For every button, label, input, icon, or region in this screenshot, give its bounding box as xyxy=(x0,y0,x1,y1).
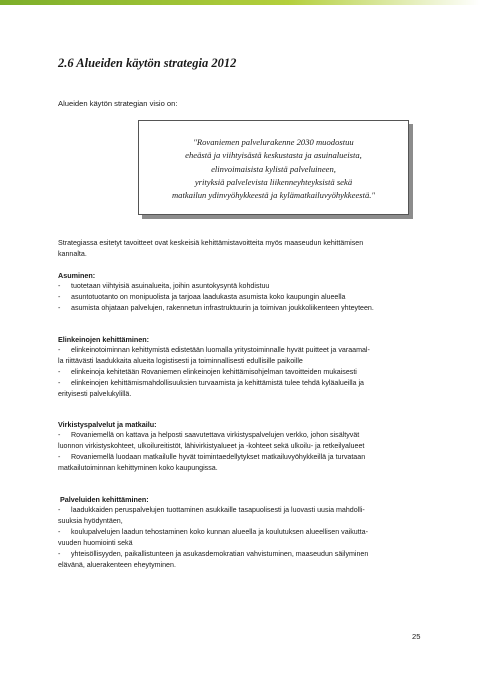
list-item-text: la riittävästi laadukkaita alueita logistisesti ja toiminnallisesti edullisille paikoille xyxy=(58,357,303,365)
list-item-text: tuotetaan viihtyisiä asuinalueita, joihin asuntokysyntä kohdistuu xyxy=(71,282,270,290)
bullet-dash: - xyxy=(58,379,61,387)
bullet-dash: - xyxy=(58,293,61,301)
quote-line: matkailun ydinvyöhykkeestä ja kylämatkailuvyöhykkeestä." xyxy=(171,190,376,201)
bullet-dash: - xyxy=(58,528,61,536)
vision-quote xyxy=(139,136,408,202)
list-item-text: Rovaniemellä luodaan matkailulle hyvät toimintaedellytykset matkailuvyöhykkeillä ja turvataan xyxy=(71,453,366,461)
bullet-dash: - xyxy=(58,550,61,558)
list-item-text: asuntotuotanto on monipuolista ja tarjoaa laadukasta asumista koko kaupungin alueella xyxy=(71,293,346,301)
list-item xyxy=(58,505,418,527)
list-item xyxy=(58,378,418,400)
list-item-text: yhteisöllisyyden, paikallistunteen ja asukasdemokratian vahvistuminen, maaseudun säilyminen xyxy=(71,550,369,558)
bullet-dash: - xyxy=(58,453,61,461)
bullet-dash: - xyxy=(58,282,61,290)
list-item xyxy=(58,367,418,378)
list-item-text: elinkeinojen kehittämismahdollisuuksien turvaamista ja kehittämistä tulee tehdä kyläalueilla ja xyxy=(71,379,364,387)
section-business xyxy=(58,334,418,400)
paragraph-line: Strategiassa esitetyt tavoitteet ovat keskeisiä kehittämistavoitteita myös maaseudun kehittämisen xyxy=(58,239,364,247)
list-item xyxy=(58,430,418,452)
list-item-text: elinkeinotoiminnan kehittymistä edistetään luomalla yritystoiminnalle hyvät puitteet ja varaamal- xyxy=(71,346,370,354)
list-item xyxy=(58,549,418,571)
quote-line: eheästä ja viihtyisästä keskustasta ja asuinalueista, xyxy=(185,150,362,161)
list-item xyxy=(58,281,418,292)
quote-line: elinvoimaisista kylistä palveluineen, xyxy=(211,163,336,174)
list-item xyxy=(58,527,418,549)
list-item xyxy=(58,303,418,314)
bullet-dash: - xyxy=(58,368,61,376)
section-recreation xyxy=(58,419,418,474)
bullet-dash: - xyxy=(58,346,61,354)
vision-quote-box xyxy=(138,120,409,215)
list-item-text: elinkeinoja kehitetään Rovaniemen elinkeinojen kehittämisohjelman tavoitteiden mukaisesti xyxy=(71,368,357,376)
quote-line: yrityksiä palvelevista liikenneyhteyksistä sekä xyxy=(194,176,353,187)
list-item-text: Rovaniemellä on kattava ja helposti saavutettava virkistyspalvelujen verkko, johon sisältyvät xyxy=(71,431,360,439)
bullet-dash: - xyxy=(58,431,61,439)
list-item-text: luonnon virkistyskohteet, ulkoilureitistöt, lähivirkistyalueet ja -kohteet sekä ulkoilu- ja retkeilyalueet xyxy=(58,442,365,450)
list-item xyxy=(58,345,418,367)
strategy-paragraph xyxy=(58,238,418,260)
top-accent-bar xyxy=(0,0,480,5)
section-services xyxy=(58,494,418,571)
list-item-text: suuksia hyödyntäen, xyxy=(58,517,123,525)
list-item-text: vuuden huomiointi sekä xyxy=(58,539,133,547)
section-heading: Palveluiden kehittäminen: xyxy=(60,495,149,504)
list-item-text: koulupalvelujen laadun tehostaminen koko kunnan alueella ja koulutuksen alueellisen vaikutta- xyxy=(71,528,368,536)
bullet-dash: - xyxy=(58,304,61,312)
quote-line: "Rovaniemen palvelurakenne 2030 muodostuu xyxy=(193,137,354,147)
bullet-dash: - xyxy=(58,506,61,514)
section-housing xyxy=(58,270,418,314)
list-item-text: erityisesti palvelukylillä. xyxy=(58,390,132,398)
list-item-text: matkailutoiminnan kehittyminen koko kaupungissa. xyxy=(58,464,218,472)
paragraph-line: kannalta. xyxy=(58,250,87,258)
intro-text: Alueiden käytön strategian visio on: xyxy=(58,99,178,108)
section-heading: Asuminen: xyxy=(58,271,96,280)
list-item-text: asumista ohjataan palvelujen, rakennetun infrastruktuurin ja toimivan joukkoliikenteen yhteyteen. xyxy=(71,304,374,312)
list-item-text: elävänä, aluerakenteen eheytyminen. xyxy=(58,561,176,569)
section-heading: Elinkeinojen kehittäminen: xyxy=(58,335,150,344)
list-item-text: laadukkaiden peruspalvelujen tuottaminen asukkaille tasapuolisesti ja luovasti uusia mahdolli- xyxy=(71,506,365,514)
section-title: 2.6 Alueiden käytön strategia 2012 xyxy=(58,56,237,70)
list-item xyxy=(58,452,418,474)
section-heading: Virkistyspalvelut ja matkailu: xyxy=(58,420,157,429)
page-number: 25 xyxy=(412,632,421,641)
list-item xyxy=(58,292,418,303)
